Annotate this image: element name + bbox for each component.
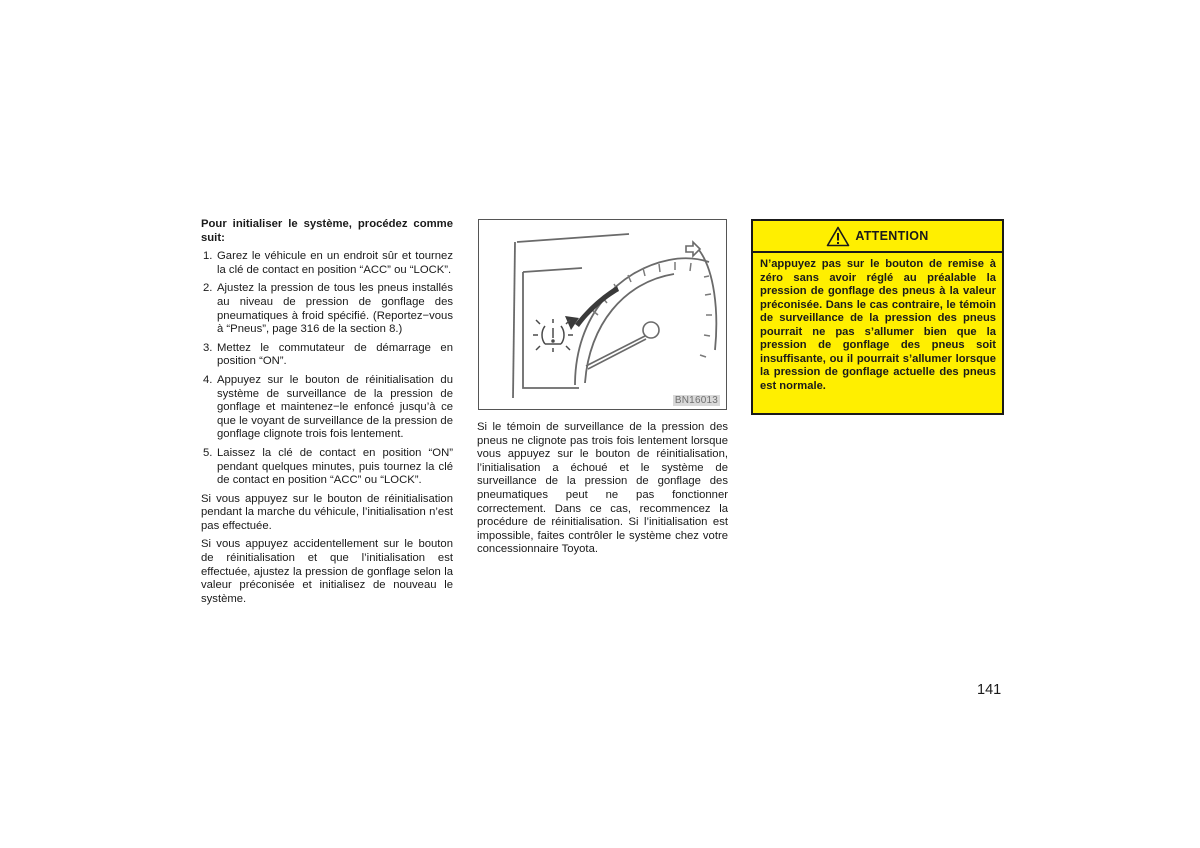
procedure-steps <box>201 250 453 488</box>
attention-header <box>753 221 1002 253</box>
note-accidental-reset: Si vous appuyez accidentellement sur le bouton de réinitialisation et que l’initialisation est effectuée, ajustez la pression de gonflage selon la valeur préconisée et initialisez de nouveau le système. <box>201 538 453 605</box>
attention-box <box>751 219 1004 415</box>
step-text: Ajustez la pression de tous les pneus installés au niveau de pression de gonflage des pneumatiques à froid spécifié. (Reportez−vous à “Pneus”, page 316 de la section 8.) <box>217 282 453 336</box>
step-number: 2. <box>203 282 213 295</box>
step-text: Mettez le commutateur de démarrage en position “ON”. <box>217 341 453 368</box>
step-number: 1. <box>203 250 213 263</box>
step-text: Appuyez sur le bouton de réinitialisation du système de surveillance de la pression de gonflage et maintenez−le enfoncé jusqu’à ce que le voyant de surveillance de la pression de gonflage clignote trois fois lentement. <box>217 373 453 441</box>
instrument-cluster-drawing <box>479 220 726 409</box>
failed-initialization-text: Si le témoin de surveillance de la pression des pneus ne clignote pas trois fois lentement lorsque vous appuyez sur le bouton de réinitialisation, l’initialisation a échoué et le système de surveillance de la pression de gonflage des pneumatiques peut ne pas fonctionner correctement. Dans ce cas, recommencez la procédure de réinitialisation. Si l’initialisation est impossible, faites contrôler le système chez votre concessionnaire Toyota. <box>477 421 728 556</box>
middle-column <box>477 421 728 562</box>
instrument-cluster-illustration <box>478 219 727 410</box>
procedure-step <box>201 282 453 336</box>
procedure-step <box>201 374 453 442</box>
step-text: Garez le véhicule en un endroit sûr et tournez la clé de contact en position “ACC” ou “LOCK”. <box>217 250 453 276</box>
step-text: Laissez la clé de contact en position “ON” pendant quelques minutes, puis tournez la clé de contact en position “ACC” ou “LOCK”. <box>217 446 453 487</box>
procedure-step <box>201 250 453 277</box>
tire-pressure-warning-icon <box>533 319 573 352</box>
attention-text: N’appuyez pas sur le bouton de remise à zéro sans avoir réglé au préalable la pression de gonflage des pneus à la valeur préconisée. Dans le cas contraire, le témoin de surveillance de la pression des pneus pourrait ne pas s’allumer bien que la pression de gonflage des pneus soit insuffisante, ou il pourrait s’allumer lorsque la pression de gonflage actuelle des pneus est normale. <box>760 258 996 392</box>
procedure-step <box>201 447 453 488</box>
left-column <box>201 218 453 611</box>
step-number: 4. <box>203 373 213 386</box>
step-number: 3. <box>203 341 213 354</box>
figure-code: BN16013 <box>674 395 718 406</box>
note-driving-reset: Si vous appuyez sur le bouton de réinitialisation pendant la marche du véhicule, l’initialisation n’est pas effectuée. <box>201 492 453 532</box>
page-number: 141 <box>977 682 1002 698</box>
procedure-step <box>201 342 453 369</box>
procedure-intro: Pour initialiser le système, procédez comme suit: <box>201 218 453 244</box>
attention-title: ATTENTION <box>855 229 929 243</box>
warning-triangle-icon <box>826 226 850 247</box>
step-number: 5. <box>203 446 213 459</box>
